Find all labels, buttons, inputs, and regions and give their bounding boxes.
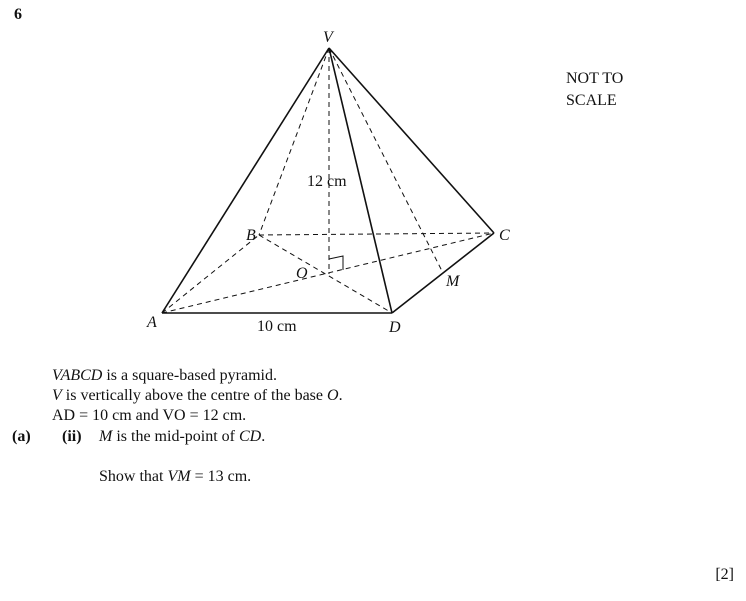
label-c: C <box>499 227 510 244</box>
statement-line-3: AD = 10 cm and VO = 12 cm. <box>52 407 247 424</box>
subpart-point-m: M <box>99 428 113 445</box>
statement-line-2-text: is vertically above the centre of the base <box>61 387 327 404</box>
edge-vc <box>329 48 494 233</box>
show-vm: VM <box>167 468 191 485</box>
show-suffix: = 13 cm. <box>190 468 252 485</box>
statement-line-2 <box>52 386 343 406</box>
subpart-text-mid: is the mid-point of <box>112 428 239 445</box>
marks-indicator: [2] <box>715 566 734 583</box>
statement-line-1 <box>52 366 343 386</box>
label-o: O <box>296 265 308 282</box>
label-m: M <box>446 273 460 290</box>
subpart-text <box>99 428 265 446</box>
label-b: B <box>246 227 256 244</box>
not-to-scale-line-1: NOT TO <box>566 70 624 87</box>
problem-statement <box>52 366 343 426</box>
height-label: 12 cm <box>307 173 347 190</box>
statement-line-2-end: . <box>338 387 343 404</box>
statement-vertex-v: V <box>52 387 62 404</box>
label-v: V <box>323 29 333 46</box>
statement-pyramid-name: VABCD <box>52 367 103 384</box>
subpart-label: (ii) <box>62 428 82 445</box>
statement-line-1-text: is a square-based pyramid. <box>102 367 277 384</box>
show-prefix: Show that <box>99 468 168 485</box>
label-d: D <box>389 319 401 336</box>
subpart-edge-cd: CD <box>238 428 262 445</box>
statement-point-o: O <box>327 387 339 404</box>
right-angle-marker <box>329 256 343 270</box>
subpart-text-end: . <box>261 428 266 445</box>
label-a: A <box>147 314 157 331</box>
base-edge-label: 10 cm <box>257 318 297 335</box>
not-to-scale-line-2: SCALE <box>566 92 617 109</box>
edge-bc <box>259 233 494 235</box>
question-number: 6 <box>14 6 22 23</box>
slant-vm <box>329 48 443 273</box>
show-that-instruction <box>99 468 251 486</box>
part-label: (a) <box>12 428 31 445</box>
diagonal-bd <box>259 235 392 313</box>
